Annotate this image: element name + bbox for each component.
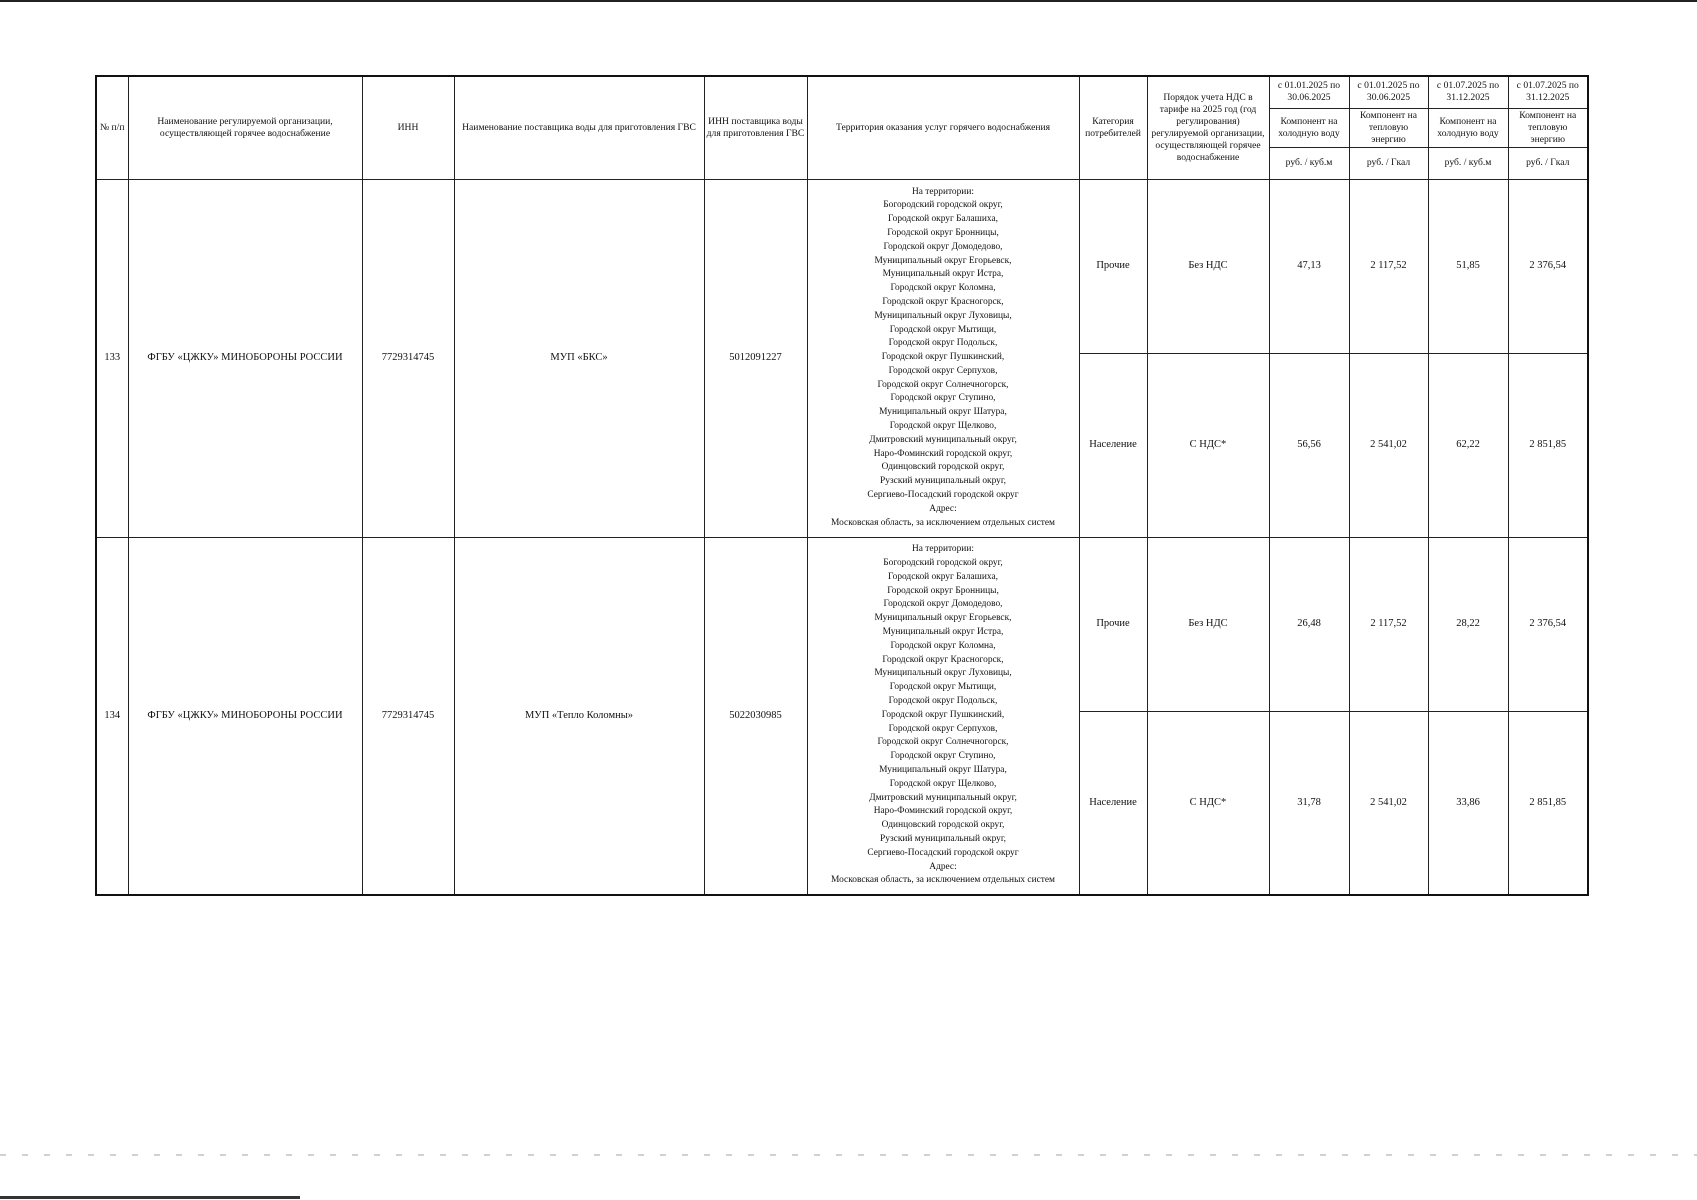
territory-line: Городской округ Солнечногорск, bbox=[877, 737, 1009, 748]
territory-line: Богородский городской округ, bbox=[883, 558, 1003, 569]
territory-line: Городской округ Мытищи, bbox=[889, 324, 997, 335]
cell-vat: С НДС* bbox=[1147, 711, 1269, 895]
cell-vat: Без НДС bbox=[1147, 537, 1269, 711]
cell-heat-1: 2 541,02 bbox=[1349, 353, 1428, 537]
territory-line: Сергиево-Посадский городской округ bbox=[867, 847, 1019, 858]
territory-line: Одинцовский городской округ, bbox=[881, 820, 1005, 831]
territory-line: Муниципальный округ Истра, bbox=[882, 269, 1004, 280]
cell-supplier-inn: 5022030985 bbox=[704, 537, 807, 895]
cell-cold-2: 51,85 bbox=[1428, 179, 1508, 353]
territory-line: Городской округ Балашиха, bbox=[888, 571, 998, 582]
territory-line: Городской округ Бронницы, bbox=[887, 585, 999, 596]
territory-line: Городской округ Коломна, bbox=[890, 283, 996, 294]
col-header-unit-heat-2: руб. / Гкал bbox=[1508, 147, 1588, 179]
cell-category: Население bbox=[1079, 353, 1147, 537]
col-header-inn: ИНН bbox=[362, 76, 454, 179]
territory-line: Городской округ Пушкинский, bbox=[881, 709, 1005, 720]
table-row bbox=[96, 537, 1588, 711]
col-header-comp-heat-1: Компонент на тепловую энергию bbox=[1349, 108, 1428, 147]
cell-inn: 7729314745 bbox=[362, 537, 454, 895]
territory-line: Городской округ Мытищи, bbox=[889, 682, 997, 693]
cell-inn: 7729314745 bbox=[362, 179, 454, 537]
territory-line: Наро-Фоминский городской округ, bbox=[873, 448, 1013, 459]
territory-line: Городской округ Солнечногорск, bbox=[877, 379, 1009, 390]
cell-num: 133 bbox=[96, 179, 128, 537]
cell-supplier: МУП «Тепло Коломны» bbox=[454, 537, 704, 895]
territory-line: Дмитровский муниципальный округ, bbox=[869, 434, 1017, 445]
territory-line: Рузский муниципальный округ, bbox=[880, 476, 1006, 487]
territory-line: Городской округ Щелково, bbox=[889, 778, 997, 789]
territory-line: Городской округ Красногорск, bbox=[882, 654, 1004, 665]
scan-artifact-line bbox=[0, 1154, 1697, 1156]
cell-heat-1: 2 117,52 bbox=[1349, 179, 1428, 353]
col-header-supplier-inn: ИНН поставщика воды для приготовления ГВС bbox=[704, 76, 807, 179]
cell-heat-2: 2 376,54 bbox=[1508, 537, 1588, 711]
territory-line: Городской округ Щелково, bbox=[889, 421, 997, 432]
col-header-supplier-name: Наименование поставщика воды для приготовления ГВС bbox=[454, 76, 704, 179]
territory-line: Городской округ Ступино, bbox=[890, 751, 996, 762]
col-header-period-1a: с 01.01.2025 по 30.06.2025 bbox=[1269, 76, 1349, 108]
cell-org: ФГБУ «ЦЖКУ» МИНОБОРОНЫ РОССИИ bbox=[128, 537, 362, 895]
territory-line: Адрес: bbox=[929, 861, 957, 872]
cell-heat-2: 2 851,85 bbox=[1508, 353, 1588, 537]
col-header-unit-heat-1: руб. / Гкал bbox=[1349, 147, 1428, 179]
territory-line: Городской округ Пушкинский, bbox=[881, 352, 1005, 363]
territory-line: Богородский городской округ, bbox=[883, 200, 1003, 211]
territory-line: Городской округ Красногорск, bbox=[882, 296, 1004, 307]
territory-line: На территории: bbox=[912, 544, 974, 555]
territory-line: Муниципальный округ Егорьевск, bbox=[874, 255, 1012, 266]
col-header-unit-cold-1: руб. / куб.м bbox=[1269, 147, 1349, 179]
territory-line: Городской округ Балашиха, bbox=[888, 214, 998, 225]
territory-line: Муниципальный округ Луховицы, bbox=[874, 668, 1012, 679]
territory-line: Московская область, за исключением отдельных систем bbox=[831, 517, 1055, 528]
territory-line: Муниципальный округ Шатура, bbox=[879, 407, 1007, 418]
col-header-vat-order: Порядок учета НДС в тарифе на 2025 год (год регулирования) регулируемой организации, осуществляющей горячее водоснабжение bbox=[1147, 76, 1269, 179]
cell-category: Прочие bbox=[1079, 537, 1147, 711]
table-row bbox=[96, 179, 1588, 353]
territory-line: Наро-Фоминский городской округ, bbox=[873, 806, 1013, 817]
territory-line: Городской округ Домодедово, bbox=[883, 241, 1003, 252]
territory-line: Городской округ Серпухов, bbox=[888, 723, 998, 734]
cell-cold-1: 31,78 bbox=[1269, 711, 1349, 895]
col-header-territory: Территория оказания услуг горячего водоснабжения bbox=[807, 76, 1079, 179]
col-header-unit-cold-2: руб. / куб.м bbox=[1428, 147, 1508, 179]
cell-category: Население bbox=[1079, 711, 1147, 895]
col-header-comp-cold-1: Компонент на холодную воду bbox=[1269, 108, 1349, 147]
cell-cold-2: 62,22 bbox=[1428, 353, 1508, 537]
territory-line: Городской округ Подольск, bbox=[888, 338, 998, 349]
col-header-period-2b: с 01.07.2025 по 31.12.2025 bbox=[1508, 76, 1588, 108]
cell-num: 134 bbox=[96, 537, 128, 895]
scan-top-edge bbox=[0, 0, 1697, 2]
cell-territory bbox=[807, 179, 1079, 537]
cell-vat: Без НДС bbox=[1147, 179, 1269, 353]
cell-cold-1: 56,56 bbox=[1269, 353, 1349, 537]
territory-line: На территории: bbox=[912, 186, 974, 197]
territory-line: Городской округ Подольск, bbox=[888, 696, 998, 707]
territory-line: Городской округ Коломна, bbox=[890, 640, 996, 651]
territory-line: Дмитровский муниципальный округ, bbox=[869, 792, 1017, 803]
territory-line: Рузский муниципальный округ, bbox=[880, 834, 1006, 845]
cell-cold-2: 33,86 bbox=[1428, 711, 1508, 895]
cell-cold-1: 47,13 bbox=[1269, 179, 1349, 353]
territory-line: Муниципальный округ Егорьевск, bbox=[874, 613, 1012, 624]
col-header-org-name: Наименование регулируемой организации, осуществляющей горячее водоснабжение bbox=[128, 76, 362, 179]
territory-line: Московская область, за исключением отдельных систем bbox=[831, 875, 1055, 886]
col-header-comp-heat-2: Компонент на тепловую энергию bbox=[1508, 108, 1588, 147]
territory-line: Муниципальный округ Шатура, bbox=[879, 765, 1007, 776]
territory-line: Адрес: bbox=[929, 503, 957, 514]
cell-territory bbox=[807, 537, 1079, 895]
scan-artifact-edge bbox=[0, 1196, 300, 1199]
cell-org: ФГБУ «ЦЖКУ» МИНОБОРОНЫ РОССИИ bbox=[128, 179, 362, 537]
cell-cold-2: 28,22 bbox=[1428, 537, 1508, 711]
cell-vat: С НДС* bbox=[1147, 353, 1269, 537]
cell-heat-2: 2 851,85 bbox=[1508, 711, 1588, 895]
territory-line: Муниципальный округ Истра, bbox=[882, 627, 1004, 638]
cell-heat-2: 2 376,54 bbox=[1508, 179, 1588, 353]
col-header-category: Категория потребителей bbox=[1079, 76, 1147, 179]
col-header-num: № п/п bbox=[96, 76, 128, 179]
territory-line: Сергиево-Посадский городской округ bbox=[867, 490, 1019, 501]
territory-line: Городской округ Ступино, bbox=[890, 393, 996, 404]
cell-supplier: МУП «БКС» bbox=[454, 179, 704, 537]
tariff-table bbox=[95, 75, 1589, 896]
cell-supplier-inn: 5012091227 bbox=[704, 179, 807, 537]
cell-heat-1: 2 541,02 bbox=[1349, 711, 1428, 895]
territory-line: Городской округ Серпухов, bbox=[888, 365, 998, 376]
cell-category: Прочие bbox=[1079, 179, 1147, 353]
cell-heat-1: 2 117,52 bbox=[1349, 537, 1428, 711]
col-header-period-2a: с 01.07.2025 по 31.12.2025 bbox=[1428, 76, 1508, 108]
territory-line: Одинцовский городской округ, bbox=[881, 462, 1005, 473]
territory-line: Муниципальный округ Луховицы, bbox=[874, 310, 1012, 321]
territory-line: Городской округ Бронницы, bbox=[887, 227, 999, 238]
col-header-comp-cold-2: Компонент на холодную воду bbox=[1428, 108, 1508, 147]
cell-cold-1: 26,48 bbox=[1269, 537, 1349, 711]
territory-line: Городской округ Домодедово, bbox=[883, 599, 1003, 610]
col-header-period-1b: с 01.01.2025 по 30.06.2025 bbox=[1349, 76, 1428, 108]
